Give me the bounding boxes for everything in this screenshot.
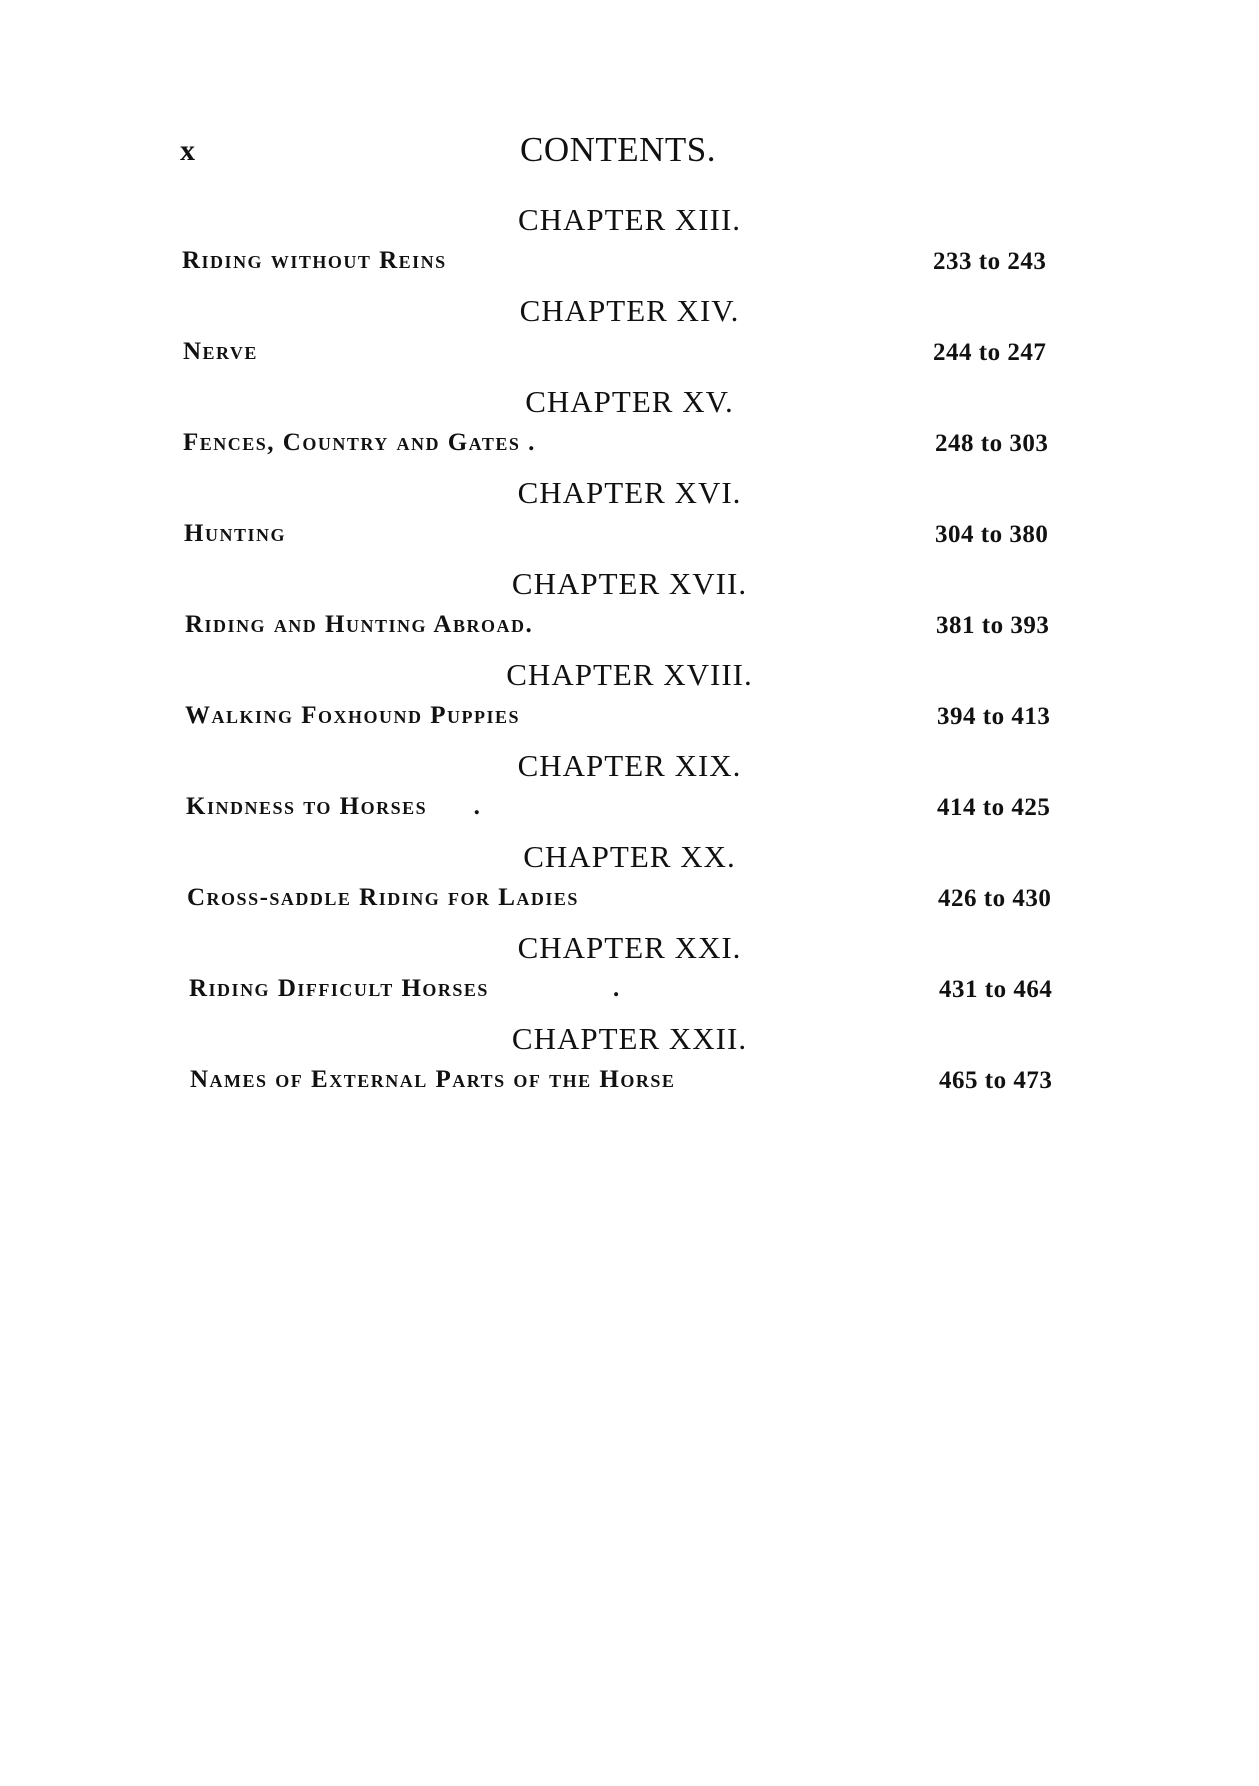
chapter-title: Riding Difficult Horses . (189, 975, 621, 1002)
toc-entry (0, 750, 1259, 841)
chapter-heading (0, 750, 1259, 781)
page-range: 244 to 247 (933, 339, 1047, 366)
toc-entry (0, 204, 1259, 295)
chapter-heading (0, 477, 1259, 508)
table-of-contents (0, 204, 1259, 1114)
toc-entry (0, 841, 1259, 932)
toc-entry (0, 477, 1259, 568)
page-number: x (180, 134, 195, 167)
page-range: 248 to 303 (935, 430, 1049, 457)
chapter-title: Hunting (184, 520, 286, 547)
chapter-heading (0, 295, 1259, 326)
chapter-heading-text: CHAPTER XVIII. (506, 657, 753, 692)
chapter-title: Kindness to Horses . (186, 793, 482, 820)
page-range: 426 to 430 (938, 885, 1052, 912)
chapter-heading (0, 204, 1259, 235)
page-range: 394 to 413 (937, 703, 1051, 730)
page-range: 304 to 380 (935, 521, 1049, 548)
toc-entry (0, 932, 1259, 1023)
toc-entry (0, 1023, 1259, 1114)
toc-entry (0, 295, 1259, 386)
chapter-title: Fences, Country and Gates . (183, 429, 536, 456)
chapter-title: Cross-saddle Riding for Ladies (187, 884, 579, 911)
chapter-heading-text: CHAPTER XIV. (519, 293, 740, 328)
chapter-title: Walking Foxhound Puppies (185, 702, 521, 729)
chapter-heading-text: CHAPTER XV. (525, 384, 734, 419)
chapter-heading-text: CHAPTER XIII. (517, 202, 742, 237)
toc-entry (0, 568, 1259, 659)
page-range: 233 to 243 (933, 248, 1047, 275)
toc-entry (0, 386, 1259, 477)
chapter-heading-text: CHAPTER XXI. (517, 930, 742, 965)
chapter-heading (0, 1023, 1259, 1054)
chapter-heading-text: CHAPTER XVII. (511, 566, 748, 601)
chapter-heading (0, 932, 1259, 963)
chapter-title: Riding and Hunting Abroad. (185, 611, 534, 638)
chapter-heading (0, 568, 1259, 599)
page-range: 465 to 473 (939, 1067, 1053, 1094)
page-range: 381 to 393 (936, 612, 1050, 639)
chapter-heading (0, 841, 1259, 872)
toc-entry (0, 659, 1259, 750)
chapter-heading-text: CHAPTER XX. (523, 839, 736, 874)
chapter-title: Nerve (183, 338, 258, 365)
page-range: 431 to 464 (939, 976, 1053, 1003)
running-head: CONTENTS. (520, 130, 717, 169)
chapter-heading-text: CHAPTER XVI. (517, 475, 742, 510)
chapter-heading-text: CHAPTER XXII. (511, 1021, 748, 1056)
chapter-heading (0, 386, 1259, 417)
chapter-title: Riding without Reins (182, 247, 447, 274)
page-range: 414 to 425 (937, 794, 1051, 821)
chapter-heading (0, 659, 1259, 690)
chapter-heading-text: CHAPTER XIX. (517, 748, 742, 783)
chapter-title: Names of External Parts of the Horse (190, 1066, 676, 1093)
